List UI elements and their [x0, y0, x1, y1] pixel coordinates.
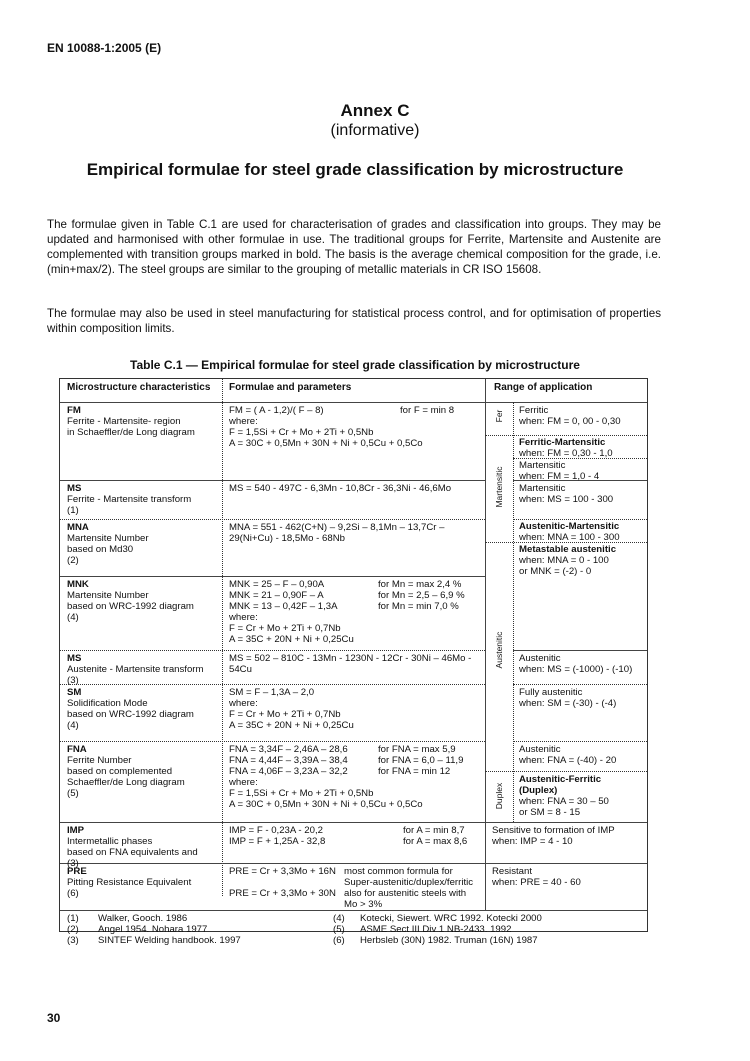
- group-label-austenitic: Austenitic: [494, 631, 504, 669]
- row-description: (4): [67, 720, 79, 731]
- range-title: Martensitic: [519, 483, 566, 494]
- formula-note: most common formula for: [344, 866, 453, 877]
- main-title: Empirical formulae for steel grade classification by microstructure: [86, 160, 624, 179]
- range-title: Sensitive to formation of IMP: [492, 825, 615, 836]
- row-description: based on WRC-1992 diagram: [67, 601, 194, 612]
- row-name: MNA: [67, 522, 89, 533]
- range-divider: [513, 650, 647, 651]
- formula-condition: for Mn = max 2,4 %: [378, 579, 462, 590]
- formula-line: F = 1,5Si + Cr + Mo + 2Ti + 0,5Nb: [229, 427, 374, 438]
- group-label-fer: Fer: [494, 409, 504, 423]
- formula-line: where:: [229, 416, 258, 427]
- formula-line: FM = ( A - 1,2)/( F – 8): [229, 405, 324, 416]
- range-title: Metastable austenitic: [519, 544, 617, 555]
- range-title: Ferritic-Martensitic: [519, 437, 606, 448]
- row-description: based on WRC-1992 diagram: [67, 709, 194, 720]
- row-description: based on FNA equivalents and: [67, 847, 198, 858]
- row-description: Martensite Number: [67, 590, 149, 601]
- col-divider: [485, 379, 486, 822]
- row-divider: [60, 741, 485, 742]
- ref-num: (6): [333, 935, 345, 946]
- formula-line: MNK = 13 – 0,42F – 1,3A: [229, 601, 338, 612]
- row-divider: [60, 480, 485, 481]
- row-description: (1): [67, 505, 79, 516]
- range-condition: when: SM = (-30) - (-4): [519, 698, 617, 709]
- range-condition: when: FM = 0,30 - 1,0: [519, 448, 613, 459]
- row-description: Intermetallic phases: [67, 836, 153, 847]
- formula-line: where:: [229, 698, 258, 709]
- formula-line: SM = F – 1,3A – 2,0: [229, 687, 315, 698]
- header-divider: [60, 402, 647, 403]
- group-divider: [513, 402, 514, 822]
- row-name: MNK: [67, 579, 89, 590]
- col-divider: [485, 822, 486, 910]
- formula-line: A = 30C + 0,5Mn + 30N + Ni + 0,5Cu + 0,5Co: [229, 438, 423, 449]
- ref-num: (4): [333, 913, 345, 924]
- formula-line: F = 1,5Si + Cr + Mo + 2Ti + 0,5Nb: [229, 788, 374, 799]
- usage-paragraph: The formulae may also be used in steel manufacturing for statistical process control, and for optimisation of properties within composition limits.: [47, 307, 661, 335]
- row-description: in Schaeffler/de Long diagram: [67, 427, 195, 438]
- range-divider: [485, 771, 647, 772]
- range-condition: when: FM = 0, 00 - 0,30: [519, 416, 621, 427]
- row-description: (3): [67, 858, 79, 869]
- formula-line: MS = 540 - 497C - 6,3Mn - 10,8Cr - 36,3Ni - 46,6Mo: [229, 483, 452, 494]
- row-description: (5): [67, 788, 79, 799]
- range-condition: when: MS = 100 - 300: [519, 494, 614, 505]
- row-name: FNA: [67, 744, 87, 755]
- formula-line: where:: [229, 612, 258, 623]
- formula-line: PRE = Cr + 3,3Mo + 30N: [229, 888, 336, 899]
- range-title: Fully austenitic: [519, 687, 583, 698]
- range-condition: when: MNA = 0 - 100: [519, 555, 609, 566]
- ref-num: (5): [333, 924, 345, 935]
- ref-text: Kotecki, Siewert. WRC 1992. Kotecki 2000: [360, 913, 542, 924]
- formula-line: IMP = F + 1,25A - 32,8: [229, 836, 326, 847]
- formula-condition: for FNA = 6,0 – 11,9: [378, 755, 464, 766]
- row-divider: [60, 910, 647, 911]
- row-name: MS: [67, 483, 82, 494]
- formula-line: F = Cr + Mo + 2Ti + 0,7Nb: [229, 709, 341, 720]
- ref-num: (2): [67, 924, 79, 935]
- row-description: Solidification Mode: [67, 698, 148, 709]
- row-divider: [60, 519, 485, 520]
- formula-note: also for austenitic steels with: [344, 888, 467, 899]
- range-divider: [513, 684, 647, 685]
- range-title: Resistant: [492, 866, 532, 877]
- formula-line: FNA = 4,44F – 3,39A – 38,4: [229, 755, 348, 766]
- row-description: (4): [67, 612, 79, 623]
- formula-line: A = 35C + 20N + Ni + 0,25Cu: [229, 634, 354, 645]
- formula-line: MNK = 25 – F – 0,90A: [229, 579, 325, 590]
- ref-text: SINTEF Welding handbook. 1997: [98, 935, 241, 946]
- formula-line: 54Cu: [229, 664, 252, 675]
- range-title: Austenitic-Ferritic: [519, 774, 602, 785]
- ref-text: Herbsleb (30N) 1982. Truman (16N) 1987: [360, 935, 538, 946]
- row-description: based on complemented: [67, 766, 173, 777]
- formula-condition: for FNA = max 5,9: [378, 744, 456, 755]
- row-name: IMP: [67, 825, 85, 836]
- range-condition: when: FM = 1,0 - 4: [519, 471, 600, 482]
- row-description: Ferrite - Martensite transform: [67, 494, 192, 505]
- row-description: Martensite Number: [67, 533, 149, 544]
- formula-line: A = 35C + 20N + Ni + 0,25Cu: [229, 720, 354, 731]
- header-microstructure: Microstructure characteristics: [67, 382, 211, 393]
- row-description: (6): [67, 888, 79, 899]
- formula-condition: for A = max 8,6: [403, 836, 468, 847]
- range-condition: when: MNA = 100 - 300: [519, 532, 620, 543]
- range-condition: when: FNA = (-40) - 20: [519, 755, 617, 766]
- intro-paragraph: The formulae given in Table C.1 are used for characterisation of grades and classification into groups. They may be updated and harmonised with other formulae in use. The traditional groups for Ferrite, Martensite and Austenite are complemented with transition groups marked in bold. The basis is the average chemical composition for the grade, i.e. (min+max/2). The steel groups are similar to the grouping of metallic materials in CR ISO 15608.: [47, 218, 661, 276]
- row-description: (2): [67, 555, 79, 566]
- range-condition: when: FNA = 30 – 50: [519, 796, 609, 807]
- formula-note: Mo > 3%: [344, 899, 383, 910]
- range-divider: [513, 741, 647, 742]
- formula-line: IMP = F - 0,23A - 20,2: [229, 825, 323, 836]
- row-divider: [60, 650, 485, 651]
- row-name: FM: [67, 405, 81, 416]
- formula-condition: for F = min 8: [400, 405, 455, 416]
- formula-line: FNA = 3,34F – 2,46A – 28,6: [229, 744, 348, 755]
- range-condition: or SM = 8 - 15: [519, 807, 581, 818]
- formula-line: 29(Ni+Cu) - 18,5Mo - 68Nb: [229, 533, 345, 544]
- row-description: Ferrite Number: [67, 755, 132, 766]
- page-number: 30: [47, 1011, 61, 1025]
- ref-text: Angel 1954. Nohara 1977: [98, 924, 208, 935]
- header-formulae: Formulae and parameters: [229, 382, 352, 393]
- table-caption: Table C.1 — Empirical formulae for steel grade classification by microstructure: [130, 358, 580, 372]
- formulae-table: [59, 378, 648, 946]
- range-condition: or MNK = (-2) - 0: [519, 566, 592, 577]
- formula-condition: for Mn = 2,5 – 6,9 %: [378, 590, 465, 601]
- annex-subtitle: (informative): [330, 122, 420, 139]
- row-description: Ferrite - Martensite- region: [67, 416, 181, 427]
- range-title: Ferritic: [519, 405, 549, 416]
- row-name: PRE: [67, 866, 87, 877]
- formula-note: Super-austenitic/duplex/ferritic: [344, 877, 474, 888]
- ref-num: (3): [67, 935, 79, 946]
- formula-line: A = 30C + 0,5Mn + 30N + Ni + 0,5Cu + 0,5Co: [229, 799, 423, 810]
- row-name: SM: [67, 687, 82, 698]
- group-label-duplex: Duplex: [494, 782, 504, 810]
- header-range: Range of application: [494, 382, 593, 393]
- row-divider: [60, 822, 647, 823]
- range-title: Austenitic: [519, 744, 561, 755]
- col-divider: [222, 379, 223, 402]
- formula-line: where:: [229, 777, 258, 788]
- range-condition: when: IMP = 4 - 10: [492, 836, 573, 847]
- annex-title: Annex C: [340, 101, 410, 120]
- range-condition: when: PRE = 40 - 60: [492, 877, 581, 888]
- range-divider: [485, 435, 647, 436]
- row-description: Schaeffler/de Long diagram: [67, 777, 185, 788]
- row-description: Austenite - Martensite transform: [67, 664, 204, 675]
- formula-line: F = Cr + Mo + 2Ti + 0,7Nb: [229, 623, 341, 634]
- range-title: Austenitic-Martensitic: [519, 521, 620, 532]
- formula-line: PRE = Cr + 3,3Mo + 16N: [229, 866, 336, 877]
- formula-condition: for Mn = min 7,0 %: [378, 601, 459, 612]
- formula-condition: for A = min 8,7: [403, 825, 465, 836]
- formula-line: MNA = 551 - 462(C+N) – 9,2Si – 8,1Mn – 13,7Cr –: [229, 522, 445, 533]
- range-condition: (Duplex): [519, 785, 558, 796]
- row-divider: [60, 684, 485, 685]
- document-id: EN 10088-1:2005 (E): [47, 41, 162, 55]
- formula-line: MNK = 21 – 0,90F – A: [229, 590, 324, 601]
- range-title: Martensitic: [519, 460, 566, 471]
- row-description: (3): [67, 675, 79, 686]
- group-label-martensitic: Martensitic: [494, 466, 504, 508]
- row-divider: [60, 863, 647, 864]
- row-description: based on Md30: [67, 544, 134, 555]
- ref-text: ASME Sect III Div 1 NB-2433. 1992: [360, 924, 512, 935]
- formula-line: FNA = 4,06F – 3,23A – 32,2: [229, 766, 348, 777]
- formula-line: MS = 502 – 810C - 13Mn - 1230N - 12Cr - 30Ni – 46Mo -: [229, 653, 472, 664]
- row-divider: [60, 576, 485, 577]
- ref-text: Walker, Gooch. 1986: [98, 913, 188, 924]
- row-name: MS: [67, 653, 82, 664]
- range-title: Austenitic: [519, 653, 561, 664]
- range-divider: [513, 519, 647, 520]
- range-condition: when: MS = (-1000) - (-10): [519, 664, 633, 675]
- formula-condition: for FNA = min 12: [378, 766, 451, 777]
- row-description: Pitting Resistance Equivalent: [67, 877, 192, 888]
- ref-num: (1): [67, 913, 79, 924]
